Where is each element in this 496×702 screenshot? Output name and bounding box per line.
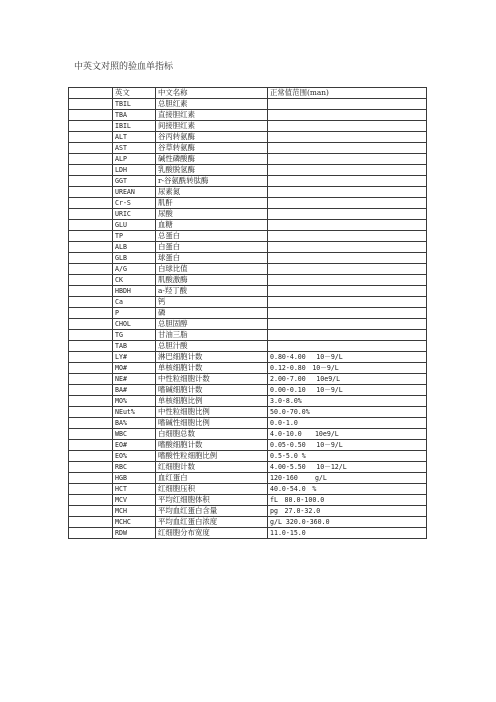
header-name: 中文名称: [156, 88, 268, 99]
name-cell: 嗜碱性细胞比例: [156, 418, 268, 429]
range-cell: 50.0-70.0%: [268, 407, 427, 418]
abbr-cell: Ca: [113, 297, 156, 308]
blank-cell: [69, 440, 113, 451]
range-cell: [268, 110, 427, 121]
blank-cell: [69, 143, 113, 154]
name-cell: 单核细胞计数: [156, 363, 268, 374]
range-cell: 0.05-0.50 10－9/L: [268, 440, 427, 451]
blank-cell: [69, 165, 113, 176]
name-cell: 白球比值: [156, 264, 268, 275]
name-cell: a-羟丁酸: [156, 286, 268, 297]
table-row: [69, 506, 427, 517]
range-cell: 11.0-15.0: [268, 528, 427, 539]
abbr-cell: MCH: [113, 506, 156, 517]
name-cell: 总胆红素: [156, 99, 268, 110]
table-row: [69, 154, 427, 165]
range-cell: [268, 319, 427, 330]
range-cell: [268, 308, 427, 319]
abbr-cell: AST: [113, 143, 156, 154]
abbr-cell: EO#: [113, 440, 156, 451]
abbr-cell: A/G: [113, 264, 156, 275]
table-row: [69, 440, 427, 451]
range-cell: [268, 121, 427, 132]
abbr-cell: ALT: [113, 132, 156, 143]
abbr-cell: LDH: [113, 165, 156, 176]
range-cell: 0.5-5.0 %: [268, 451, 427, 462]
range-cell: 0.80-4.00 10－9/L: [268, 352, 427, 363]
blank-cell: [69, 495, 113, 506]
table-row: [69, 253, 427, 264]
table-row: [69, 242, 427, 253]
table-row: [69, 308, 427, 319]
abbr-cell: TBIL: [113, 99, 156, 110]
blank-cell: [69, 209, 113, 220]
abbr-cell: TAB: [113, 341, 156, 352]
blank-cell: [69, 319, 113, 330]
range-cell: [268, 242, 427, 253]
name-cell: 总蛋白: [156, 231, 268, 242]
table-row: [69, 407, 427, 418]
abbr-cell: MO#: [113, 363, 156, 374]
name-cell: 白细胞总数: [156, 429, 268, 440]
indicator-table-body: [69, 88, 427, 539]
table-row: [69, 385, 427, 396]
blank-cell: [69, 418, 113, 429]
name-cell: 嗜酸性粒细胞比例: [156, 451, 268, 462]
range-cell: pg 27.0-32.0: [268, 506, 427, 517]
name-cell: 总胆汁酸: [156, 341, 268, 352]
name-cell: 平均血红蛋白含量: [156, 506, 268, 517]
blank-cell: [69, 286, 113, 297]
table-row: [69, 198, 427, 209]
table-row: [69, 363, 427, 374]
blank-cell: [69, 88, 113, 99]
range-cell: 4.0-10.0 10e9/L: [268, 429, 427, 440]
abbr-cell: TBA: [113, 110, 156, 121]
table-row: [69, 330, 427, 341]
name-cell: 球蛋白: [156, 253, 268, 264]
range-cell: 120-160 g/L: [268, 473, 427, 484]
abbr-cell: GLU: [113, 220, 156, 231]
abbr-cell: MO%: [113, 396, 156, 407]
blank-cell: [69, 330, 113, 341]
range-cell: [268, 297, 427, 308]
blank-cell: [69, 275, 113, 286]
blank-cell: [69, 220, 113, 231]
blank-cell: [69, 363, 113, 374]
range-cell: [268, 154, 427, 165]
range-cell: 0.00-0.10 10－9/L: [268, 385, 427, 396]
name-cell: 尿酸: [156, 209, 268, 220]
abbr-cell: P: [113, 308, 156, 319]
blank-cell: [69, 396, 113, 407]
blank-cell: [69, 462, 113, 473]
name-cell: 白蛋白: [156, 242, 268, 253]
blank-cell: [69, 506, 113, 517]
abbr-cell: BA#: [113, 385, 156, 396]
blank-cell: [69, 451, 113, 462]
name-cell: 血红蛋白: [156, 473, 268, 484]
abbr-cell: MCHC: [113, 517, 156, 528]
range-cell: [268, 165, 427, 176]
blank-cell: [69, 517, 113, 528]
blank-cell: [69, 429, 113, 440]
abbr-cell: URIC: [113, 209, 156, 220]
abbr-cell: LY#: [113, 352, 156, 363]
table-row: [69, 517, 427, 528]
table-row: [69, 132, 427, 143]
range-cell: [268, 286, 427, 297]
name-cell: 红细胞计数: [156, 462, 268, 473]
indicator-table: [68, 87, 427, 539]
name-cell: 乳酸脱氢酶: [156, 165, 268, 176]
blank-cell: [69, 154, 113, 165]
name-cell: 嗜酸细胞计数: [156, 440, 268, 451]
blank-cell: [69, 407, 113, 418]
abbr-cell: ALB: [113, 242, 156, 253]
table-row: [69, 209, 427, 220]
abbr-cell: TG: [113, 330, 156, 341]
abbr-cell: HCT: [113, 484, 156, 495]
blank-cell: [69, 264, 113, 275]
abbr-cell: TP: [113, 231, 156, 242]
table-row: [69, 352, 427, 363]
name-cell: 磷: [156, 308, 268, 319]
range-cell: [268, 187, 427, 198]
range-cell: [268, 264, 427, 275]
blank-cell: [69, 176, 113, 187]
range-cell: 3.0-8.0%: [268, 396, 427, 407]
range-cell: [268, 275, 427, 286]
name-cell: 甘油三脂: [156, 330, 268, 341]
abbr-cell: CK: [113, 275, 156, 286]
name-cell: 红细胞压积: [156, 484, 268, 495]
name-cell: 碱性磷酸酶: [156, 154, 268, 165]
range-cell: 2.00-7.00 10e9/L: [268, 374, 427, 385]
header-abbr: 英文: [113, 88, 156, 99]
abbr-cell: NE#: [113, 374, 156, 385]
range-cell: [268, 132, 427, 143]
table-row: [69, 121, 427, 132]
table-row: [69, 484, 427, 495]
table-row: [69, 165, 427, 176]
abbr-cell: BA%: [113, 418, 156, 429]
table-row: [69, 462, 427, 473]
range-cell: g/L 320.0-360.0: [268, 517, 427, 528]
blank-cell: [69, 297, 113, 308]
abbr-cell: ALP: [113, 154, 156, 165]
name-cell: 单核细胞比例: [156, 396, 268, 407]
name-cell: 谷丙转氨酶: [156, 132, 268, 143]
table-row: [69, 451, 427, 462]
abbr-cell: NEut%: [113, 407, 156, 418]
table-row: [69, 374, 427, 385]
abbr-cell: RDW: [113, 528, 156, 539]
range-cell: [268, 220, 427, 231]
abbr-cell: WBC: [113, 429, 156, 440]
name-cell: 平均血红蛋白浓度: [156, 517, 268, 528]
name-cell: r-谷氨酰转肽酶: [156, 176, 268, 187]
blank-cell: [69, 132, 113, 143]
abbr-cell: GGT: [113, 176, 156, 187]
blank-cell: [69, 374, 113, 385]
abbr-cell: Cr-S: [113, 198, 156, 209]
table-row: [69, 319, 427, 330]
abbr-cell: HGB: [113, 473, 156, 484]
range-cell: [268, 198, 427, 209]
blank-cell: [69, 253, 113, 264]
range-cell: [268, 330, 427, 341]
range-cell: [268, 341, 427, 352]
abbr-cell: UREAN: [113, 187, 156, 198]
table-row: [69, 110, 427, 121]
name-cell: 总胆固醇: [156, 319, 268, 330]
name-cell: 淋巴细胞计数: [156, 352, 268, 363]
range-cell: [268, 99, 427, 110]
table-row: [69, 143, 427, 154]
abbr-cell: RBC: [113, 462, 156, 473]
range-cell: fL 80.0-100.0: [268, 495, 427, 506]
table-row: [69, 396, 427, 407]
table-row: [69, 99, 427, 110]
range-cell: 0.12-0.80 10－9/L: [268, 363, 427, 374]
name-cell: 钙: [156, 297, 268, 308]
table-header-row: [69, 88, 427, 99]
blank-cell: [69, 385, 113, 396]
table-row: [69, 418, 427, 429]
blank-cell: [69, 528, 113, 539]
table-row: [69, 297, 427, 308]
abbr-cell: GLB: [113, 253, 156, 264]
header-range: 正常值范围(man): [268, 88, 427, 99]
page-title: 中英文对照的验血单指标: [74, 62, 174, 72]
blank-cell: [69, 341, 113, 352]
blank-cell: [69, 99, 113, 110]
abbr-cell: CHOL: [113, 319, 156, 330]
name-cell: 中性粒细胞比例: [156, 407, 268, 418]
table-row: [69, 220, 427, 231]
blank-cell: [69, 187, 113, 198]
name-cell: 肌酸激酶: [156, 275, 268, 286]
blank-cell: [69, 121, 113, 132]
abbr-cell: IBIL: [113, 121, 156, 132]
range-cell: [268, 176, 427, 187]
blank-cell: [69, 242, 113, 253]
range-cell: 4.00-5.50 10－12/L: [268, 462, 427, 473]
table-row: [69, 528, 427, 539]
range-cell: 0.0-1.0: [268, 418, 427, 429]
name-cell: 尿素氮: [156, 187, 268, 198]
abbr-cell: EO%: [113, 451, 156, 462]
name-cell: 谷草转氨酶: [156, 143, 268, 154]
table-row: [69, 187, 427, 198]
blank-cell: [69, 198, 113, 209]
blank-cell: [69, 110, 113, 121]
name-cell: 红细胞分布宽度: [156, 528, 268, 539]
table-row: [69, 495, 427, 506]
name-cell: 平均红细胞体积: [156, 495, 268, 506]
name-cell: 间接胆红素: [156, 121, 268, 132]
name-cell: 肌酐: [156, 198, 268, 209]
table-row: [69, 286, 427, 297]
table-row: [69, 341, 427, 352]
range-cell: [268, 231, 427, 242]
abbr-cell: HBDH: [113, 286, 156, 297]
table-row: [69, 264, 427, 275]
abbr-cell: MCV: [113, 495, 156, 506]
table-row: [69, 231, 427, 242]
range-cell: [268, 209, 427, 220]
range-cell: [268, 253, 427, 264]
table-row: [69, 473, 427, 484]
table-row: [69, 429, 427, 440]
blank-cell: [69, 484, 113, 495]
table-row: [69, 176, 427, 187]
name-cell: 嗜碱细胞计数: [156, 385, 268, 396]
name-cell: 直接胆红素: [156, 110, 268, 121]
range-cell: [268, 143, 427, 154]
name-cell: 中性粒细胞计数: [156, 374, 268, 385]
range-cell: 40.0-54.0 %: [268, 484, 427, 495]
blank-cell: [69, 231, 113, 242]
blank-cell: [69, 352, 113, 363]
blank-cell: [69, 308, 113, 319]
name-cell: 血糖: [156, 220, 268, 231]
blank-cell: [69, 473, 113, 484]
table-row: [69, 275, 427, 286]
